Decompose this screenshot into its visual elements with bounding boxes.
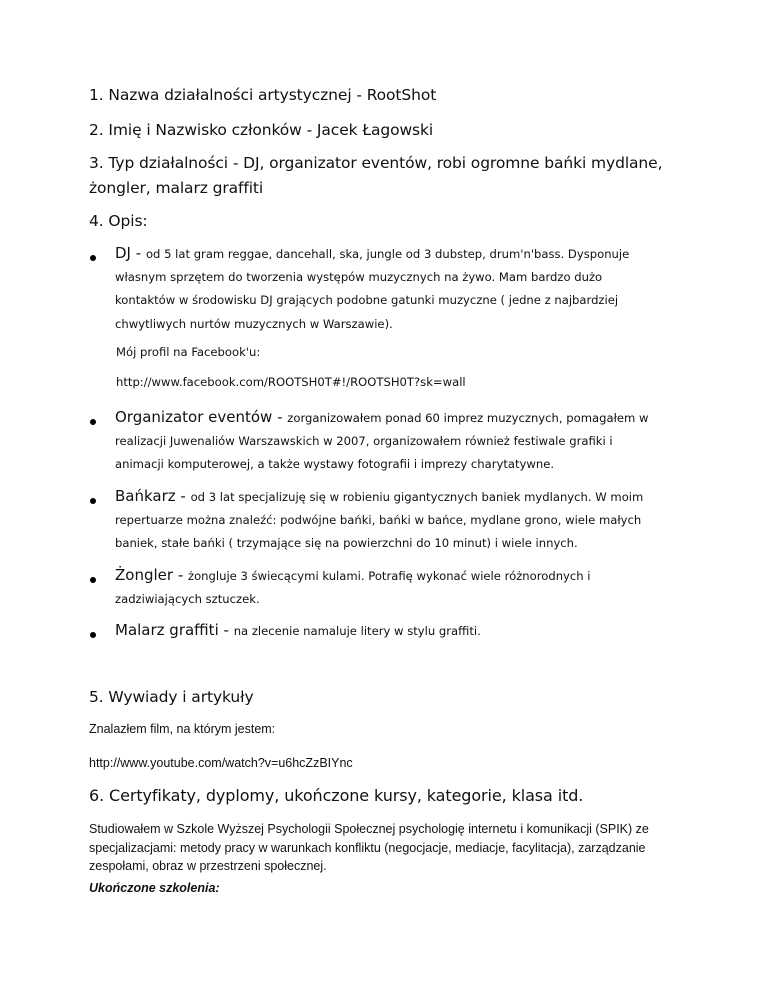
item-1-name: 1. Nazwa działalności artystycznej - RootShot <box>89 86 437 104</box>
bullet-lead: Organizator eventów - <box>115 408 288 426</box>
bullet-body: żongluje 3 świecącymi kulami. Potrafię wykonać wiele różnorodnych i zadziwiających sztuczek. <box>115 569 591 607</box>
bullet-body: na zlecenie namaluje litery w stylu graffiti. <box>233 624 481 638</box>
bullet-dot <box>90 498 96 504</box>
item-2-members: 2. Imię i Nazwisko członków - Jacek Łagowski <box>89 121 434 139</box>
facebook-link[interactable]: http://www.facebook.com/ROOTSH0T#!/ROOTSH0T?sk=wall <box>116 375 466 389</box>
bullet-text <box>115 619 660 643</box>
item-3-activity-type: 3. Typ działalności - DJ, organizator eventów, robi ogromne bańki mydlane, żongler, malarz graffiti <box>89 154 663 197</box>
bullet-lead: Żongler - <box>115 566 188 584</box>
bullet-text <box>115 564 660 611</box>
bullet-body: od 3 lat specjalizuję się w robieniu gigantycznych baniek mydlanych. W moim repertuarze można znaleźć: podwójne bańki, bańki w bańce, mydlane grono, wiele małych baniek, stałe bańki ( trzymające się na powierzchni do 10 minut) i wiele innych. <box>115 490 644 551</box>
bullet-dot <box>90 419 96 425</box>
bullet-body: zorganizowałem ponad 60 imprez muzycznych, pomagałem w realizacji Juwenaliów Warszawskich w 2007, organizowałem również festiwale grafiki i animacji komputerowej, a także wystawy fotografii i imprezy charytatywne. <box>115 411 649 472</box>
bullet-lead: DJ - <box>115 244 146 262</box>
bullet-dot <box>90 632 96 638</box>
item-5-interviews: 5. Wywiady i artykuły <box>89 688 254 706</box>
bullet-dot <box>90 255 96 261</box>
film-label: Znalazłem film, na którym jestem: <box>89 722 276 736</box>
bullet-lead: Bańkarz - <box>115 487 191 505</box>
bullet-text <box>115 406 660 477</box>
item-6-certificates: 6. Certyfikaty, dyplomy, ukończone kursy, kategorie, klasa itd. <box>89 786 584 805</box>
studies-paragraph: Studiowałem w Szkole Wyższej Psychologii Społecznej psychologię internetu i komunikacji (SPIK) ze specjalizacjami: metody pracy w warunkach konfliktu (negocjacje, mediacje, facylitacja), zarządzanie zespołami, obraz w przestrzeni społecznej. <box>89 822 649 873</box>
bullet-dot <box>90 577 96 583</box>
bullet-text <box>115 242 660 336</box>
bullet-text <box>115 485 660 556</box>
youtube-link[interactable]: http://www.youtube.com/watch?v=u6hcZzBIYnc <box>89 756 353 770</box>
item-4-description-heading: 4. Opis: <box>89 212 148 230</box>
trainings-heading: Ukończone szkolenia: <box>89 881 220 895</box>
facebook-label: Mój profil na Facebook'u: <box>116 345 261 359</box>
bullet-lead: Malarz graffiti - <box>115 621 234 639</box>
bullet-body: od 5 lat gram reggae, dancehall, ska, jungle od 3 dubstep, drum'n'bass. Dysponuje własnym sprzętem do tworzenia występów muzycznych na żywo. Mam bardzo dużo kontaktów w środowisku DJ grających podobne gatunki muzyczne ( jedne z najbardziej chwytliwych nurtów muzycznych w Warszawie). <box>115 247 630 331</box>
